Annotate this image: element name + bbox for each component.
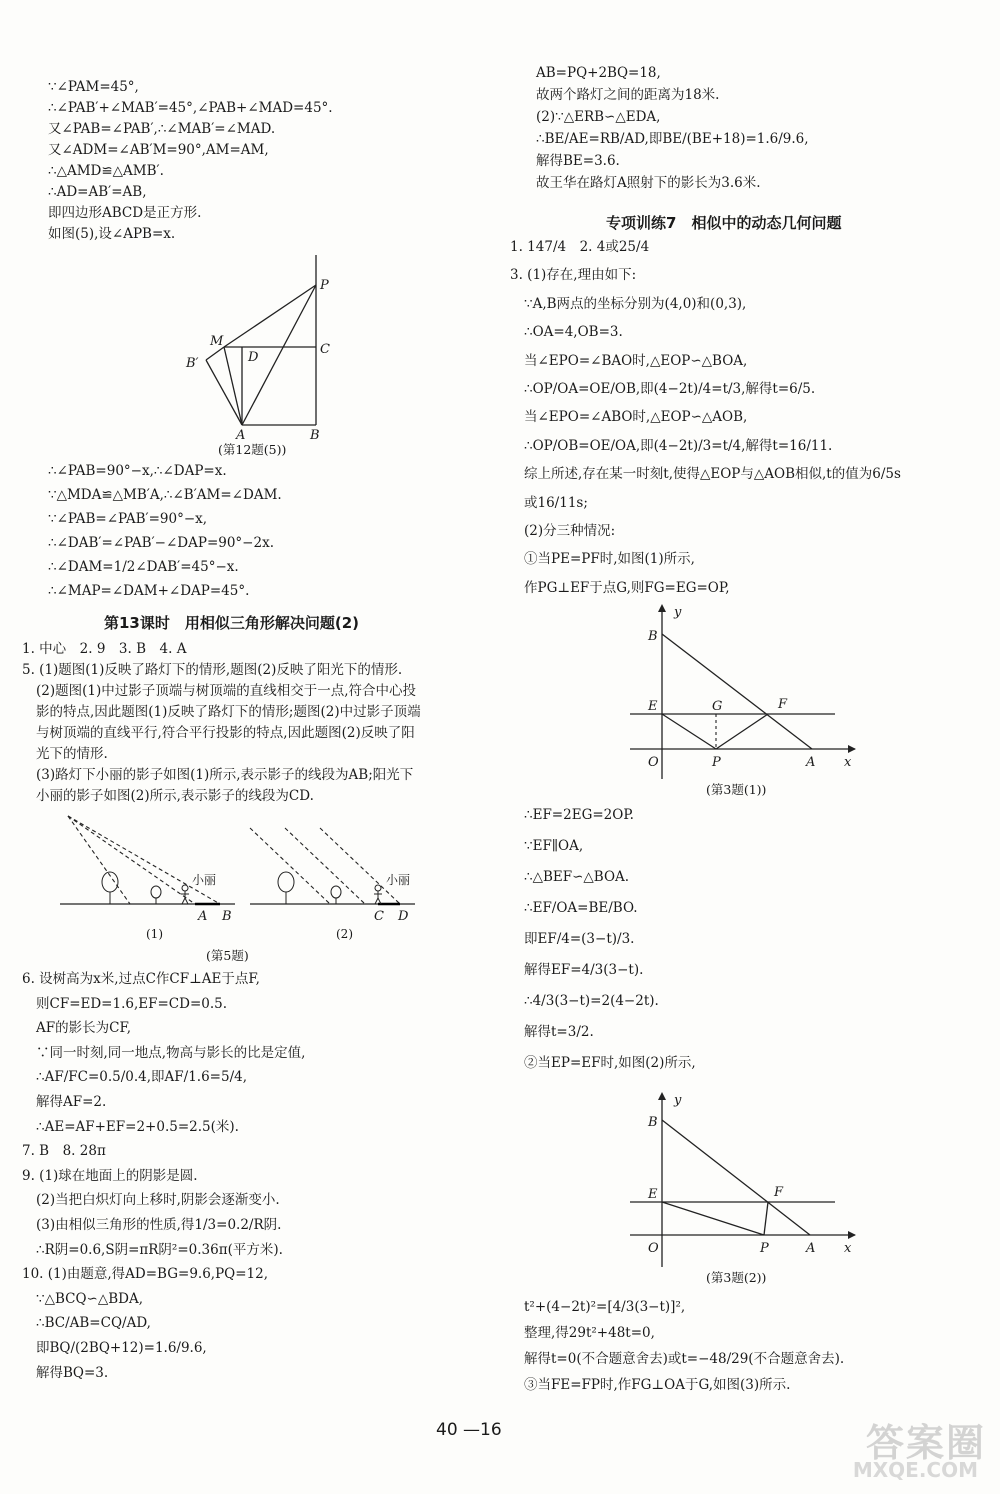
text-line: 即BQ/(2BQ+12)=1.6/9.6, [36, 1340, 207, 1356]
text-line: 解得t=0(不合题意舍去)或t=−48/29(不合题意舍去). [524, 1351, 845, 1367]
text-line: ∴EF=2EG=2OP. [524, 807, 634, 823]
text-line: 1. 147/4 2. 4或25/4 [510, 239, 650, 255]
text-line: ∴AD=AB′=AB, [48, 184, 147, 200]
fig5-label-a: A [198, 909, 208, 924]
text-line: ∴AF/FC=0.5/0.4,即AF/1.6=5/4, [36, 1069, 248, 1086]
text-line: ∴4/3(3−t)=2(4−2t). [524, 993, 659, 1009]
figure-3-1 [630, 604, 865, 779]
fig12-label-c: C [320, 342, 330, 357]
text-line: (3)由相似三角形的性质,得1/3=0.2/R阴. [36, 1217, 282, 1233]
text-line: t²+(4−2t)²=[4/3(3−t)]², [524, 1299, 686, 1315]
text-line: ∴△BEF∽△BOA. [524, 869, 630, 885]
fig5-subcaption-2: (2) [336, 927, 353, 941]
fig3a-label-b: B [648, 629, 658, 644]
fig3b-label-a: A [806, 1241, 816, 1256]
text-line: ③当FE=FP时,作FG⊥OA于G,如图(3)所示. [524, 1377, 791, 1393]
text-line: ∴R阴=0.6,S阴=πR阴²=0.36π(平方米). [36, 1241, 283, 1258]
fig5-girl-label-1: 小丽 [192, 873, 217, 887]
fig5-girl-label-2: 小丽 [386, 873, 411, 887]
text-line: ∴∠PAB′+∠MAB′=45°,∠PAB+∠MAD=45°. [48, 100, 333, 116]
text-line: ∴EF/OA=BE/BO. [524, 900, 638, 916]
text-line: AB=PQ+2BQ=18, [536, 65, 661, 81]
fig12-label-a: A [236, 428, 246, 440]
text-line: 与树顶端的直线平行,符合平行投影的特点,因此题图(2)反映了阳 [36, 725, 415, 741]
text-line: 10. (1)由题意,得AD=BG=9.6,PQ=12, [22, 1266, 269, 1283]
text-line: ②当EP=EF时,如图(2)所示, [524, 1055, 696, 1071]
text-line: ∴BC/AB=CQ/AD, [36, 1315, 151, 1332]
text-line: (2)分三种情况: [524, 523, 616, 539]
text-line: 光下的情形. [36, 746, 108, 762]
text-line: 又∠ADM=∠AB′M=90°,AM=AM, [48, 142, 269, 158]
text-line: 9. (1)球在地面上的阴影是圆. [22, 1167, 198, 1184]
fig3b-label-b: B [648, 1115, 658, 1130]
text-line: ∴BE/AE=RB/AD,即BE/(BE+18)=1.6/9.6, [536, 131, 809, 147]
fig12-label-m: M [210, 334, 224, 349]
text-line: ∴△AMD≌△AMB′. [48, 163, 164, 179]
figure-3-1-caption: (第3题(1)) [706, 782, 767, 797]
fig3b-label-f: F [774, 1185, 784, 1200]
text-line: 1. 中心 2. 9 3. B 4. A [22, 641, 187, 657]
fig3a-label-o: O [648, 755, 659, 770]
text-line: ①当PE=PF时,如图(1)所示, [524, 551, 695, 568]
text-line: 如图(5),设∠APB=x. [48, 226, 176, 242]
text-line: 6. 设树高为x米,过点C作CF⊥AE于点F, [22, 971, 260, 987]
text-line: 解得BQ=3. [36, 1364, 109, 1381]
text-line: ∴∠DAB′=∠PAB′−∠DAP=90°−2x. [48, 535, 274, 551]
text-line: ∵△MDA≌△MB′A,∴∠B′AM=∠DAM. [48, 487, 282, 503]
text-line: 7. B 8. 28π [22, 1143, 106, 1160]
text-line: ∴∠DAM=1/2∠DAB′=45°−x. [48, 559, 239, 575]
fig5-label-c: C [374, 909, 384, 924]
text-line: ∴∠PAB=90°−x,∴∠DAP=x. [48, 463, 227, 479]
text-line: ∴OP/OA=OE/OB,即(4−2t)/4=t/3,解得t=6/5. [524, 381, 816, 397]
fig3a-label-a: A [806, 755, 816, 770]
text-line: (3)路灯下小丽的影子如图(1)所示,表示影子的线段为AB;阳光下 [36, 767, 414, 783]
text-line: 或16/11s; [524, 494, 588, 511]
text-line: ∵△BCQ∽△BDA, [36, 1290, 144, 1307]
fig3b-label-e: E [648, 1187, 658, 1202]
fig3a-label-x: x [844, 755, 852, 770]
fig12-label-b: B [310, 428, 320, 440]
text-line: 当∠EPO=∠ABO时,△EOP∽△AOB, [524, 409, 748, 426]
text-line: ∴OP/OB=OE/OA,即(4−2t)/3=t/4,解得t=16/11. [524, 437, 833, 454]
figure-12-5 [180, 255, 350, 440]
fig3b-label-o: O [648, 1241, 659, 1256]
text-line: 故两个路灯之间的距离为18米. [536, 87, 720, 103]
text-line: 故王华在路灯A照射下的影长为3.6米. [536, 175, 761, 191]
fig3a-label-g: G [712, 699, 723, 714]
text-line: ∵EF∥OA, [524, 838, 584, 854]
text-line: 又∠PAB=∠PAB′,∴∠MAB′=∠MAD. [48, 121, 276, 137]
text-line: 综上所述,存在某一时刻t,使得△EOP与△AOB相似,t的值为6/5s [524, 466, 901, 483]
text-line: 解得EF=4/3(3−t). [524, 962, 644, 978]
text-line: ∵A,B两点的坐标分别为(4,0)和(0,3), [524, 295, 747, 312]
text-line: ∵∠PAM=45°, [48, 79, 139, 95]
fig3b-label-p: P [760, 1241, 769, 1256]
figure-5-caption: (第5题) [206, 948, 249, 963]
text-line: 解得t=3/2. [524, 1024, 594, 1040]
text-line: ∴AE=AF+EF=2+0.5=2.5(米). [36, 1118, 239, 1135]
watermark-logo: 答案圈 [865, 1421, 986, 1465]
text-line: ∴∠MAP=∠DAM+∠DAP=45°. [48, 583, 250, 599]
text-line: 即四边形ABCD是正方形. [48, 205, 202, 221]
watermark-url: MXQE.COM [852, 1458, 978, 1482]
figure-12-caption: (第12题(5)) [218, 442, 287, 457]
fig3a-label-p: P [712, 755, 721, 770]
text-line: 小丽的影子如图(2)所示,表示影子的线段为CD. [36, 788, 314, 804]
page-number: 40 —16 [436, 1420, 502, 1440]
text-line: ∴OA=4,OB=3. [524, 324, 623, 341]
text-line: 即EF/4=(3−t)/3. [524, 931, 635, 947]
text-line: 5. (1)题图(1)反映了路灯下的情形,题图(2)反映了阳光下的情形. [22, 662, 403, 678]
text-line: 则CF=ED=1.6,EF=CD=0.5. [36, 995, 228, 1012]
fig3a-label-y: y [674, 605, 682, 620]
text-line: ∵∠PAB=∠PAB′=90°−x, [48, 511, 208, 527]
fig3b-label-x: x [844, 1241, 852, 1256]
figure-3-2 [630, 1092, 865, 1267]
text-line: (2)题图(1)中过影子顶端与树顶端的直线相交于一点,符合中心投 [36, 683, 417, 699]
fig5-subcaption-1: (1) [146, 927, 163, 941]
section-title-lesson-13: 第13课时 用相似三角形解决问题(2) [104, 614, 360, 632]
figure-3-2-caption: (第3题(2)) [706, 1270, 767, 1285]
figure-5 [60, 808, 420, 948]
text-line: AF的影长为CF, [36, 1020, 132, 1037]
fig5-label-d: D [398, 909, 409, 924]
text-line: 影的特点,因此题图(1)反映了路灯下的情形;题图(2)中过影子顶端 [36, 704, 421, 720]
fig12-label-d: D [248, 350, 259, 365]
fig5-label-b: B [222, 909, 232, 924]
text-line: 当∠EPO=∠BAO时,△EOP∽△BOA, [524, 352, 748, 369]
fig3a-label-f: F [778, 697, 788, 712]
text-line: 3. (1)存在,理由如下: [510, 267, 637, 284]
fig12-label-bprime: B′ [186, 356, 199, 371]
text-line: 作PG⊥EF于点G,则FG=EG=OP, [524, 579, 730, 596]
text-line: ∵同一时刻,同一地点,物高与影长的比是定值, [36, 1044, 306, 1061]
section-title-special-7: 专项训练7 相似中的动态几何问题 [606, 214, 842, 232]
text-line: 解得BE=3.6. [536, 153, 620, 169]
text-line: 整理,得29t²+48t=0, [524, 1325, 655, 1341]
text-line: (2)当把白炽灯向上移时,阴影会逐渐变小. [36, 1192, 280, 1209]
fig3a-label-e: E [648, 699, 658, 714]
fig12-label-p: P [320, 278, 329, 293]
text-line: (2)∵△ERB∽△EDA, [536, 109, 661, 125]
text-line: 解得AF=2. [36, 1094, 107, 1110]
fig3b-label-y: y [674, 1093, 682, 1108]
